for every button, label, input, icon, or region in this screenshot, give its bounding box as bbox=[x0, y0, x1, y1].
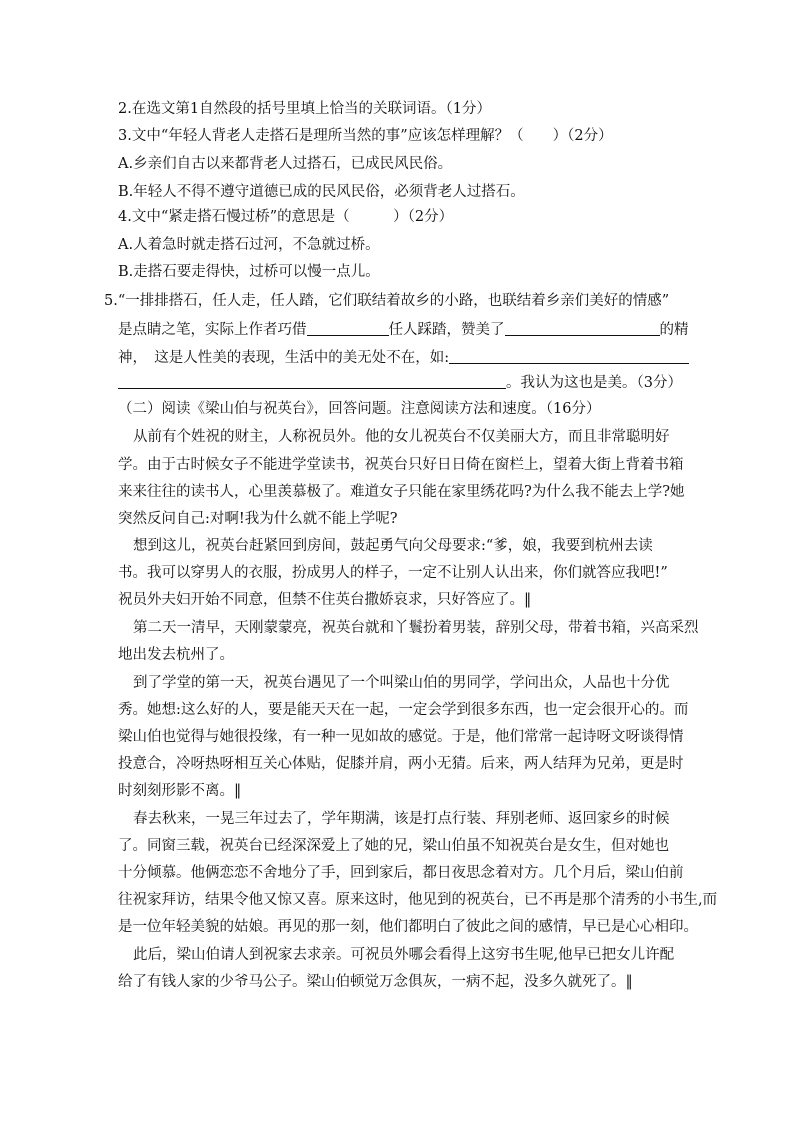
question-5-line-3 bbox=[118, 349, 689, 366]
question-5-text: 是点睛之笔，实际上作者巧借 bbox=[118, 322, 307, 338]
passage-line: 春去秋来，一晃三年过去了，学年期满，该是打点行装、拜别老师、返回家乡的时候 bbox=[133, 811, 670, 827]
question-5-text: 。我认为这也是美。（3分） bbox=[506, 375, 682, 391]
question-3: 3.文中“年轻人背老人走搭石是理所当然的事”应该怎样理解？（ ）（2分） bbox=[118, 128, 613, 144]
passage-line: 此后，梁山伯请人到祝家去求亲。可祝员外哪会看得上这穷书生呢,他早已把女儿许配 bbox=[133, 947, 675, 963]
question-4: 4.文中“紧走搭石慢过桥”的意思是（ ）（2分） bbox=[118, 209, 454, 225]
passage-line: 时刻刻形影不离。‖ bbox=[118, 783, 242, 799]
passage-line: 想到这儿，祝英台赶紧回到房间，鼓起勇气向父母要求:“爹，娘，我要到杭州去读 bbox=[133, 538, 653, 554]
passage-line: 往祝家拜访，结果令他又惊又喜。原来这时，他见到的祝英台，已不再是那个清秀的小书生,而 bbox=[118, 892, 718, 908]
passage-line: 从前有个姓祝的财主，人称祝员外。他的女儿祝英台不仅美丽大方，而且非常聪明好 bbox=[133, 429, 670, 445]
passage-line: 突然反问自己:对啊!我为什么就不能上学呢? bbox=[118, 511, 398, 527]
passage-line: 投意合，冷呀热呀相互关心体贴，促膝并肩，两小无猜。后来，两人结拜为兄弟，更是时 bbox=[118, 756, 684, 772]
question-3-option-b: B.年轻人不得不遵守道德已成的民风民俗，必须背老人过搭石。 bbox=[118, 184, 525, 200]
section-2-heading: （二）阅读《梁山伯与祝英台》，回答问题。注意阅读方法和速度。（16分） bbox=[118, 401, 601, 417]
question-4-option-b: B.走搭石要走得快，过桥可以慢一点儿。 bbox=[118, 264, 380, 280]
question-5-line-2 bbox=[118, 321, 689, 338]
passage-line: 第二天一清早，天刚蒙蒙亮，祝英台就和丫鬟扮着男装，辞别父母，带着书箱，兴高采烈 bbox=[133, 620, 699, 636]
answer-blank[interactable] bbox=[118, 374, 506, 389]
passage-line: 地出发去杭州了。 bbox=[118, 647, 234, 663]
passage-line: 学。由于古时候女子不能进学堂读书，祝英台只好日日倚在窗栏上，望着大街上背着书箱 bbox=[118, 457, 684, 473]
question-5-line-4 bbox=[118, 374, 682, 391]
passage-line: 秀。她想:这么好的人，要是能天天在一起，一定会学到很多东西，也一定会很开心的。而 bbox=[118, 702, 689, 718]
question-5-text: 的精 bbox=[659, 322, 689, 338]
question-5-text: 神， 这是人性美的表现，生活中的美无处不在，如: bbox=[118, 350, 450, 366]
question-3-option-a: A.乡亲们自古以来都背老人过搭石，已成民风民俗。 bbox=[118, 156, 453, 172]
passage-line: 祝员外夫妇开始不同意，但禁不住英台撒娇哀求，只好答应了。‖ bbox=[118, 592, 532, 608]
question-4-option-a: A.人着急时就走搭石过河，不急就过桥。 bbox=[118, 237, 380, 253]
passage-line: 到了学堂的第一天，祝英台遇见了一个叫梁山伯的男同学，学问出众，人品也十分优 bbox=[133, 675, 670, 691]
passage-line: 是一位年轻美貌的姑娘。再见的那一刻，他们都明白了彼此之间的感情，早已是心心相印。 bbox=[118, 919, 698, 935]
passage-line: 十分倾慕。他俩恋恋不舍地分了手，回到家后，都日夜思念着对方。几个月后，梁山伯前 bbox=[118, 865, 684, 881]
passage-line: 给了有钱人家的少爷马公子。梁山伯顿觉万念俱灰，一病不起，没多久就死了。‖ bbox=[118, 974, 633, 990]
question-2: 2.在选文第1自然段的括号里填上恰当的关联词语。（1分） bbox=[118, 101, 492, 117]
passage-line: 书。我可以穿男人的衣服，扮成男人的样子，一定不让别人认出来，你们就答应我吧!” bbox=[118, 565, 668, 581]
answer-blank[interactable] bbox=[505, 321, 660, 336]
passage-line: 梁山伯也觉得与她很投缘，有一种一见如故的感觉。于是，他们常常一起诗呀文呀谈得情 bbox=[118, 729, 684, 745]
answer-blank[interactable] bbox=[307, 321, 389, 336]
answer-blank[interactable] bbox=[449, 349, 689, 364]
question-5-line-1: 5.“一排排搭石，任人走，任人踏，它们联结着故乡的小路，也联结着乡亲们美好的情感” bbox=[104, 293, 670, 309]
passage-line: 来来往往的读书人，心里羡慕极了。难道女子只能在家里绣花吗?为什么我不能去上学?她 bbox=[118, 484, 685, 500]
passage-line: 了。同窗三载，祝英台已经深深爱上了她的兄，梁山伯虽不知祝英台是女生，但对她也 bbox=[118, 838, 669, 854]
question-5-text: 任人踩踏，赞美了 bbox=[388, 322, 505, 338]
